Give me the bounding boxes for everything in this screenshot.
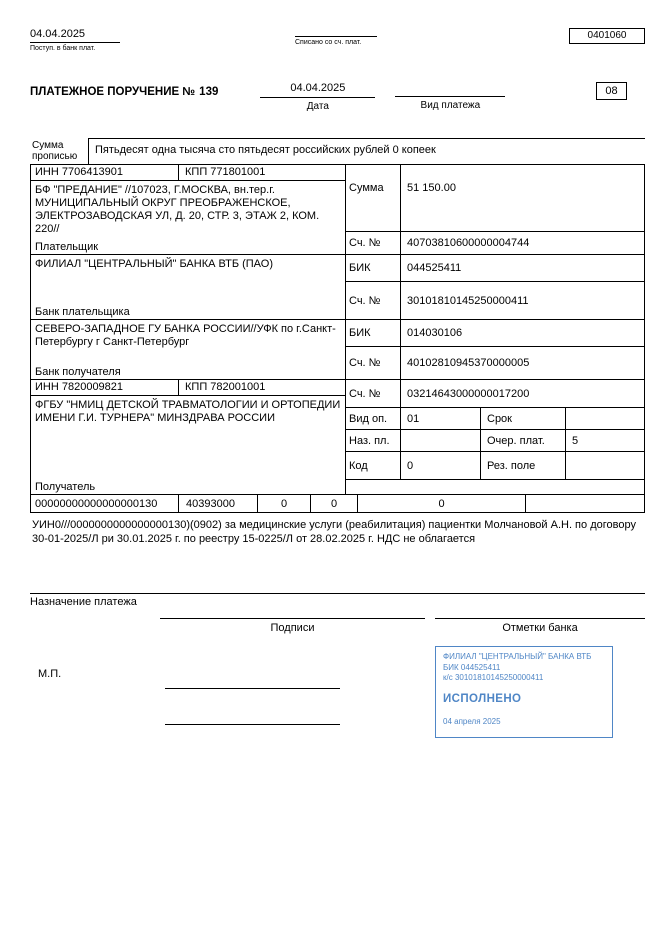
payer-bank-right: [346, 255, 644, 319]
sum-label: Сумма: [346, 165, 401, 231]
code-label: Код: [346, 452, 401, 479]
payee-bank-block: [31, 320, 345, 379]
payee-inn: ИНН 7820009821: [31, 380, 179, 395]
budget-fields-row: [31, 495, 644, 512]
payer-account-number: 40703810600000004744: [407, 237, 530, 249]
signature-line-1: [165, 688, 340, 689]
form-code-box: 0401060: [569, 28, 645, 44]
payer-account-label: Сч. №: [346, 232, 401, 254]
payee-bank-account-label: Сч. №: [346, 347, 401, 379]
reserve-field-label: Рез. поле: [481, 452, 566, 479]
basis-field: 0: [258, 495, 311, 512]
payee-bank-name: СЕВЕРО-ЗАПАДНОЕ ГУ БАНКА РОССИИ//УФК по г.Санкт-Петербургу г Санкт-Петербург: [35, 323, 336, 348]
purpose-code-row: [346, 430, 644, 452]
operation-type-value: 01: [401, 408, 481, 429]
payee-bank-bik-label: БИК: [346, 320, 401, 346]
payer-bank-bik-row: [346, 255, 644, 282]
payment-type-line: [395, 82, 505, 97]
signature-line-2: [165, 724, 340, 725]
payment-order-table: [30, 165, 645, 513]
payer-bank-bik-label: БИК: [346, 255, 401, 281]
date-block: [260, 82, 375, 112]
payee-account-number: 03214643000000017200: [407, 387, 530, 400]
payee-kpp: КПП 782001001: [185, 381, 266, 393]
sum-row: [346, 165, 644, 232]
term-label: Срок: [481, 408, 566, 429]
payer-kpp: КПП 771801001: [185, 166, 266, 178]
bank-marks-header: Отметки банка: [435, 618, 645, 634]
payer-bank-label: Банк плательщика: [35, 306, 130, 318]
doc-date-field: [526, 495, 644, 512]
payer-inn: ИНН 7706413901: [31, 165, 179, 180]
purpose-code-value: [401, 430, 481, 451]
payer-inn-row: [31, 165, 345, 181]
bottom-section: [30, 640, 645, 880]
amount-in-words-label: Сумма прописью: [32, 140, 78, 162]
priority-label: Очер. плат.: [481, 430, 566, 451]
stamp-bank-name: ФИЛИАЛ "ЦЕНТРАЛЬНЫЙ" БАНКА ВТБ: [443, 652, 592, 661]
term-value: [566, 408, 644, 429]
received-date: 04.04.2025: [30, 28, 120, 43]
document-date: 04.04.2025: [260, 82, 375, 98]
payee-bank-bik-row: [346, 320, 644, 347]
purpose-code-label: Наз. пл.: [346, 430, 401, 451]
payer-bank-bik-value: 044525411: [407, 262, 462, 274]
payer-band: [31, 165, 644, 255]
ops-filler: [346, 480, 644, 494]
code-value: 0: [401, 452, 481, 479]
debited-line: [295, 36, 377, 37]
title-row: [30, 82, 645, 112]
amount-in-words-row: [30, 138, 645, 165]
stamp-bik: БИК 044525411: [443, 662, 501, 672]
signature-headers: [30, 618, 645, 634]
payer-block: [31, 181, 345, 254]
payee-left: [31, 380, 346, 494]
payee-account-row: [346, 380, 644, 408]
payer-bank-band: [31, 255, 644, 320]
payer-bank-name: ФИЛИАЛ "ЦЕНТРАЛЬНЫЙ" БАНКА ВТБ (ПАО): [35, 258, 273, 270]
payee-bank-account-number: 40102810945370000005: [407, 357, 530, 369]
payment-type-label: Вид платежа: [420, 100, 481, 111]
period-field: 0: [311, 495, 358, 512]
top-header: [30, 28, 645, 52]
doc-number-field: 0: [358, 495, 526, 512]
payee-band: [31, 380, 644, 495]
payer-bank-left: [31, 255, 346, 319]
payment-purpose-text: УИН0///0000000000000000130)(0902) за медицинские услуги (реабилитация) пациентки Молчановой А.Н. по договору 30-01-2025/Л ри 30.01.2025 г. по реестру 15-0225/Л от 28.02.2025 г. НДС не облагается: [32, 519, 636, 545]
kbk-field: 00000000000000000130: [31, 495, 179, 512]
stamp-status: ИСПОЛНЕНО: [443, 692, 522, 705]
received-label: Поступ. в банк плат.: [30, 45, 96, 52]
payee-bank-band: [31, 320, 644, 380]
payer-label: Плательщик: [35, 241, 99, 253]
payer-account-row: [346, 232, 644, 254]
received-in-bank-block: [30, 28, 140, 52]
operation-type-label: Вид оп.: [346, 408, 401, 429]
date-label: Дата: [306, 101, 329, 112]
amount-in-words-value: Пятьдесят одна тысяча сто пятьдесят российских рублей 0 копеек: [88, 138, 645, 164]
payee-account-label: Сч. №: [346, 380, 401, 407]
payee-name: ФГБУ "НМИЦ ДЕТСКОЙ ТРАВМАТОЛОГИИ И ОРТОПЕДИИ ИМЕНИ Г.И. ТУРНЕРА" МИНЗДРАВА РОССИИ: [35, 399, 341, 424]
reserve-field-value: [566, 452, 644, 479]
code-row: [346, 452, 644, 480]
debited-label: Списано со сч. плат.: [295, 39, 362, 46]
sum-value: 51 150.00: [407, 182, 456, 194]
payee-bank-bik-value: 014030106: [407, 327, 463, 339]
payer-left: [31, 165, 346, 254]
payee-label: Получатель: [35, 481, 96, 493]
payer-name: БФ "ПРЕДАНИЕ" //107023, Г.МОСКВА, вн.тер.г. МУНИЦИПАЛЬНЫЙ ОКРУГ ПРЕОБРАЖЕНСКОЕ, ЭЛЕКТРОЗАВОДСКАЯ УЛ, Д. 20, СТР. 3, ЭТАЖ 2, КОМ. 220//: [35, 184, 320, 235]
payee-inn-row: [31, 380, 345, 396]
priority-value: 5: [572, 434, 579, 447]
payee-bank-right: [346, 320, 644, 379]
document-title-label: ПЛАТЕЖНОЕ ПОРУЧЕНИЕ №: [30, 86, 196, 98]
spacer: [30, 618, 160, 634]
payer-right: [346, 165, 644, 254]
debited-block: [295, 28, 405, 46]
payee-bank-label: Банк получателя: [35, 366, 121, 378]
operation-type-row: [346, 408, 644, 430]
payer-bank-block: [31, 255, 345, 319]
payer-status-box: 08: [596, 82, 627, 100]
stamp-date: 04 апреля 2025: [443, 717, 501, 726]
payee-bank-account-row: [346, 347, 644, 379]
stamp-corr-account: к/с 30101810145250000411: [443, 673, 544, 682]
payee-bank-left: [31, 320, 346, 379]
seal-place-label: М.П.: [38, 668, 62, 680]
payee-right: [346, 380, 644, 494]
payer-bank-account-number: 30101810145250000411: [407, 294, 529, 307]
payment-purpose-label: Назначение платежа: [30, 593, 645, 608]
spacer: [425, 618, 435, 634]
oktmo-field: 40393000: [179, 495, 258, 512]
payer-bank-account-row: [346, 282, 644, 319]
payment-type-block: [395, 82, 505, 111]
payee-block: [31, 396, 345, 494]
bank-execution-stamp: [435, 646, 613, 738]
payer-bank-account-label: Сч. №: [346, 282, 401, 319]
signatures-header: Подписи: [160, 618, 425, 634]
document-number: 139: [199, 86, 219, 98]
document-title: [30, 82, 218, 98]
